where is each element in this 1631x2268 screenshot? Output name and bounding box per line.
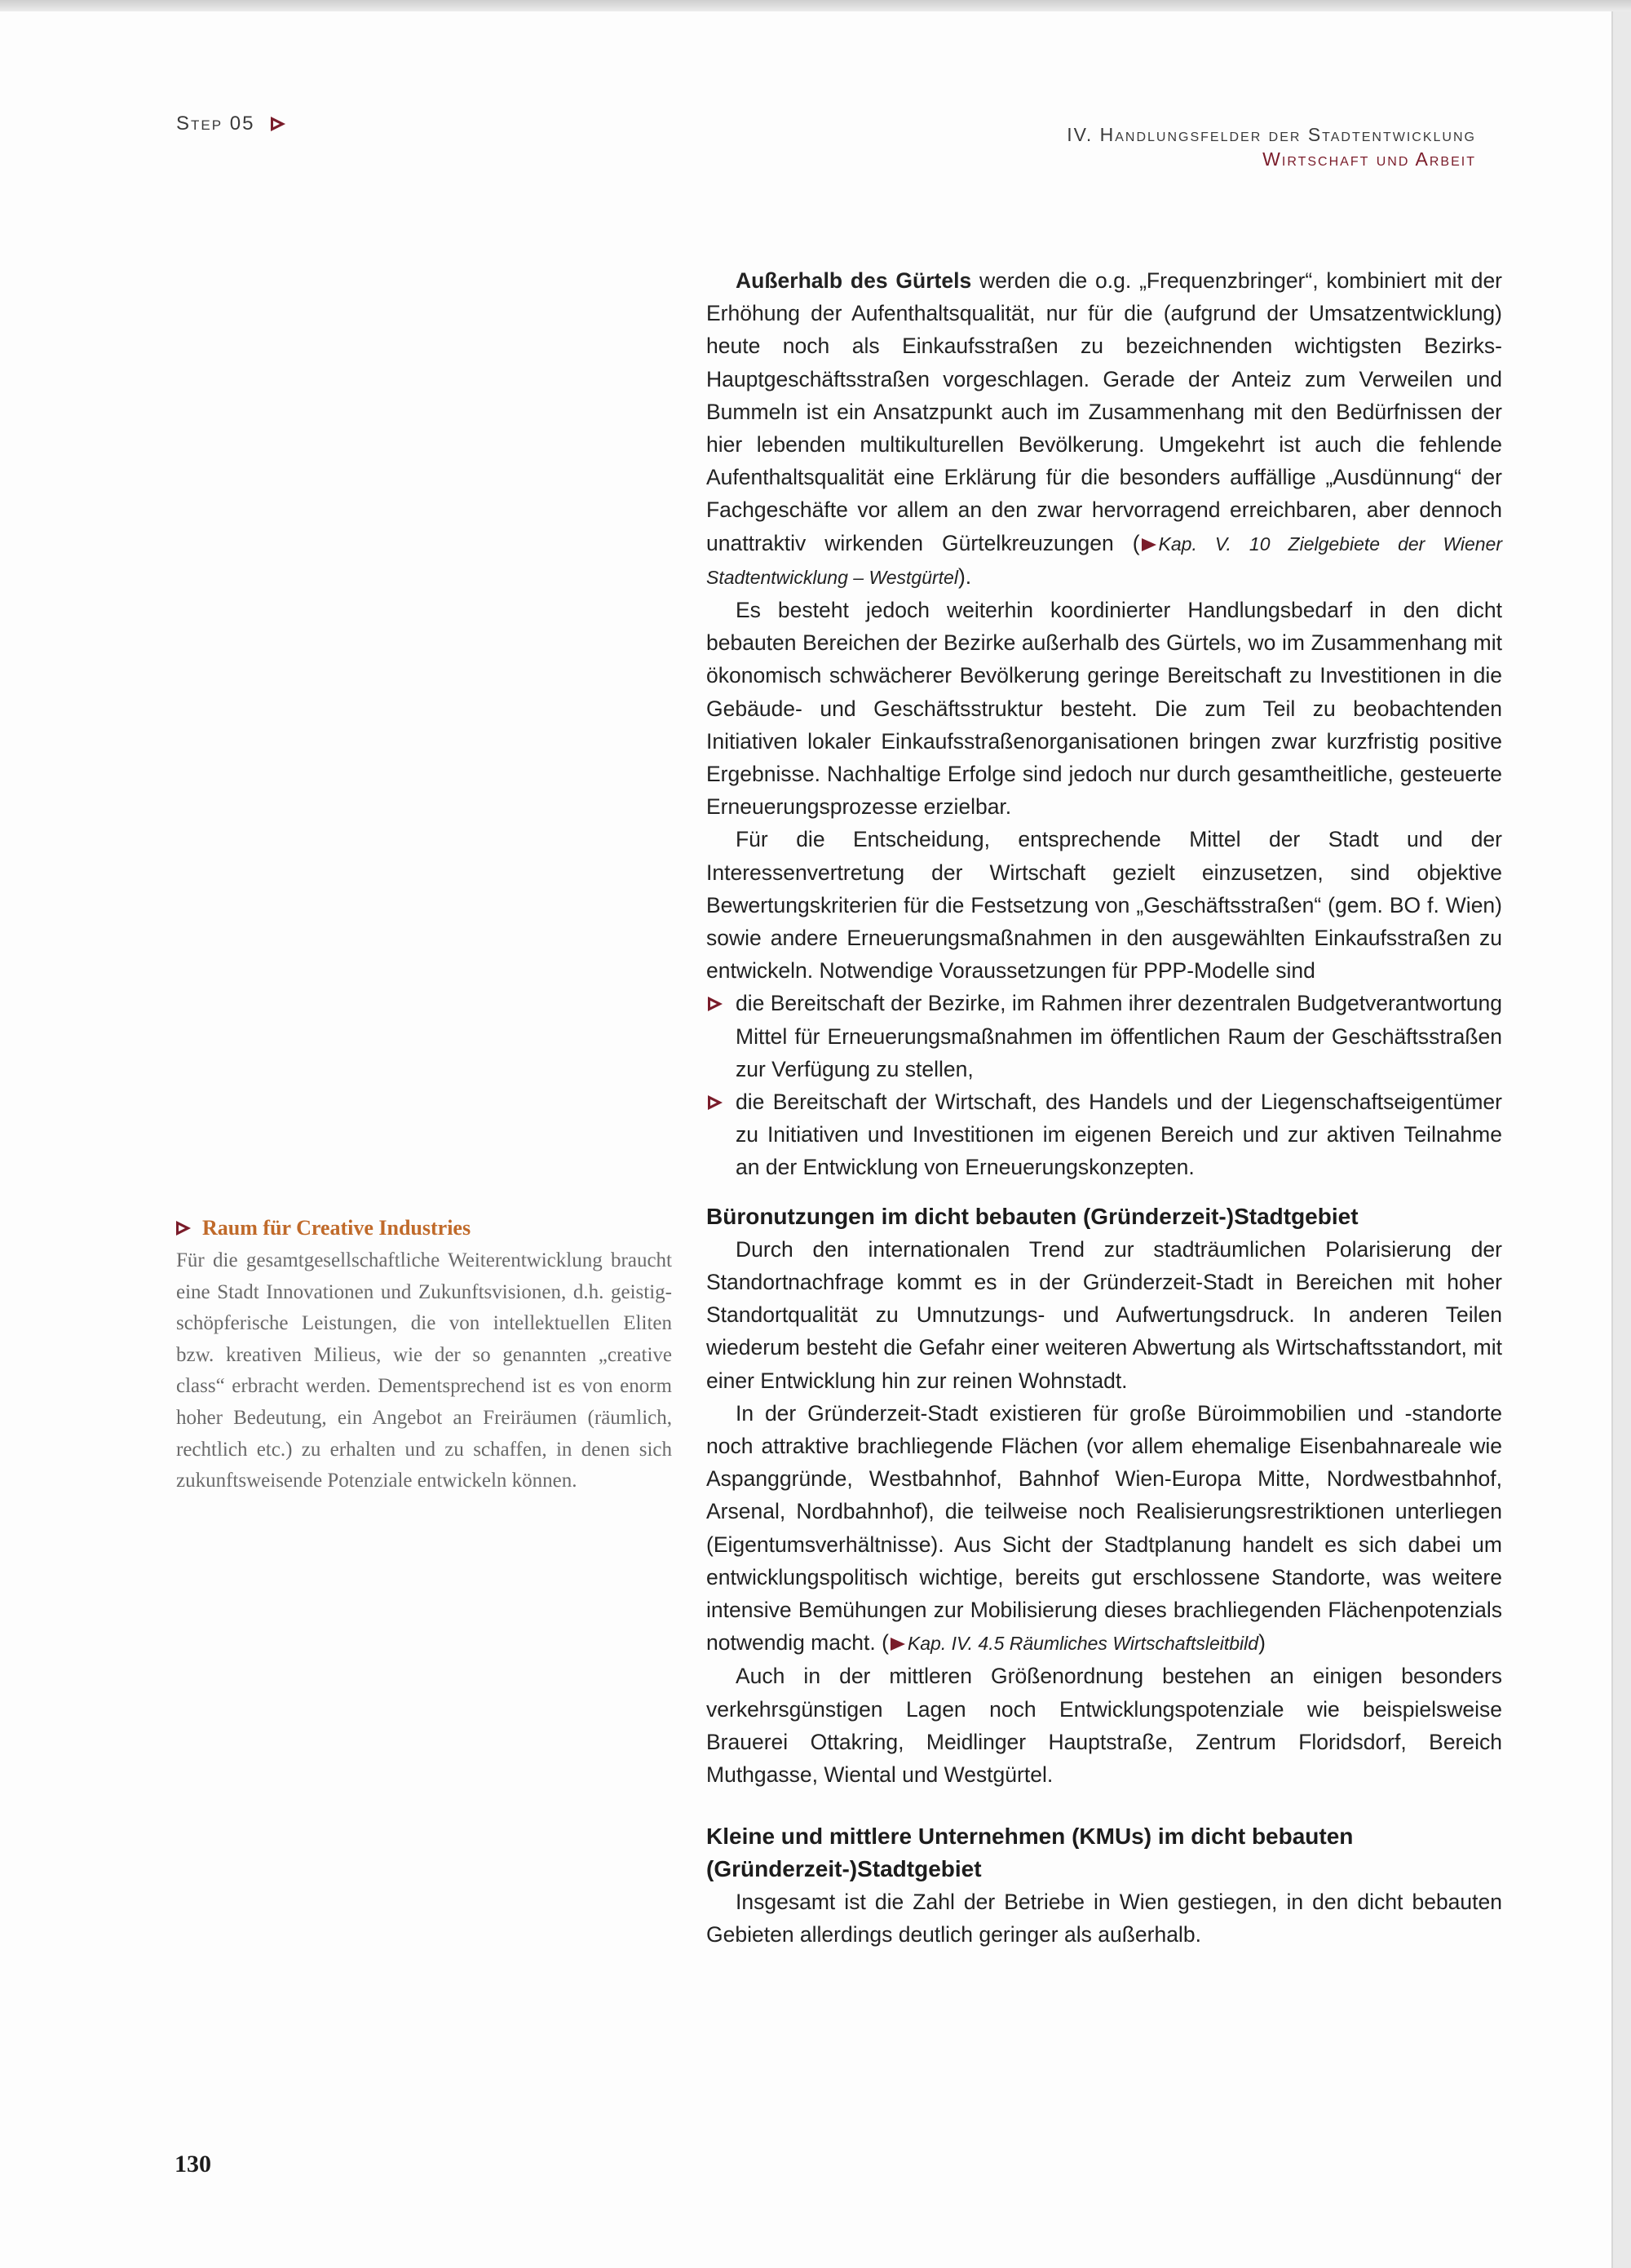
- paragraph-1-end: ).: [957, 564, 972, 589]
- paragraph-1-lead: Außerhalb des Gürtels: [736, 268, 972, 293]
- running-header-left: [176, 113, 285, 135]
- list-item-text: die Bereitschaft der Wirtschaft, des Handels und der Liegenschaftseigentümer zu Initiativen und Investitionen im eigenen Bereich und zur aktiven Teilnahme an der Entwicklung von Erneuerungskonzepten.: [736, 1090, 1502, 1180]
- paragraph-4: Durch den internationalen Trend zur stadträumlichen Polarisierung der Standortnachfrage kommt es in der Gründerzeit-Stadt in Bereichen mit hoher Standortqualität zu Umnutzungs- und Aufwertungsdruck. In anderen Teilen wiederum besteht die Gefahr einer weiteren Abwertung als Wirtschaftsstandort, mit einer Entwicklung hin zur reinen Wohnstadt.: [706, 1236, 1502, 1393]
- step-label: Step 05: [176, 113, 255, 135]
- scan-edge: [0, 0, 1631, 11]
- spacer: [706, 1184, 1502, 1200]
- list-item: [706, 987, 1502, 1085]
- paragraph-5-text: In der Gründerzeit-Stadt existieren für große Büroimmobilien und -standorte noch attraktive brachliegende Flächen (vor allem ehemalige Eisenbahnareale wie Aspanggründe, Westbahnhof, Bahnhof Wien-Europa Mitte, Nordwestbahnhof, Arsenal, Nordbahnhof), die teilweise noch Realisierungsrestriktionen unterliegen (Eigentumsverhältnisse). Aus Sicht der Stadtplanung handelt es sich dabei um entwicklungspolitisch wichtige, bereits gut erschlossene Standorte, was weitere intensive Bemühungen zur Mobilisierung dieses brachliegenden Flächenpotenzials notwendig macht. (: [706, 1400, 1502, 1656]
- reference-arrow-icon: [1142, 538, 1156, 551]
- cross-reference-link[interactable]: Kap. V. 10 Zielgebiete der Wiener Stadtentwicklung – Westgürtel: [706, 533, 1502, 588]
- sidebar-title-text: Raum für Creative Industries: [202, 1216, 471, 1240]
- paragraph-6: Auch in der mittleren Größenordnung bestehen an einigen besonders verkehrsgünstigen Lagen noch Entwicklungspotenziale wie beispielsweise Brauerei Ottakring, Meidlinger Hauptstraße, Zentrum Floridsdorf, Bereich Muthgasse, Wiental und Westgürtel.: [706, 1664, 1502, 1787]
- list-item-text: die Bereitschaft der Bezirke, im Rahmen ihrer dezentralen Budgetverantwortung Mittel für Erneuerungsmaßnahmen im öffentlichen Raum der Geschäftsstraßen zur Verfügung zu stellen,: [736, 991, 1502, 1081]
- document-page: [0, 11, 1613, 2268]
- list-item: [706, 1085, 1502, 1184]
- page-number: 130: [175, 2151, 211, 2177]
- spacer: [706, 1791, 1502, 1820]
- heading-office-use: Büronutzungen im dicht bebauten (Gründerzeit-)Stadtgebiet: [706, 1203, 1359, 1229]
- bullet-arrow-icon: [708, 1095, 723, 1110]
- sidebar-title: [176, 1213, 672, 1244]
- sidebar-arrow-icon: [176, 1221, 191, 1236]
- paragraph-1-text: werden die o.g. „Frequenzbringer“, kombiniert mit der Erhöhung der Aufenthaltsqualität, nur für die (aufgrund der Umsatzentwicklung) heute noch als Einkaufsstraßen zu bezeichnenden wichtigsten Bezirks-Hauptgeschäftsstraßen vorgeschlagen. Gerade der Anteiz zum Verweilen und Bummeln ist ein Ansatzpunkt auch im Zusammenhang mit den Bedürfnissen der hier lebenden multikulturellen Bevölkerung. Umgekehrt ist auch die fehlende Aufenthaltsqualität eine Erklärung für die besonders auffällige „Ausdünnung“ der Fachgeschäfte vor allem an den zwar hervorragend erreichbaren, aber dennoch unattraktiv wirkenden Gürtelkreuzungen (: [706, 268, 1503, 555]
- section-title: Wirtschaft und Arbeit: [1262, 148, 1476, 170]
- paragraph-5-end: ): [1258, 1630, 1266, 1656]
- paragraph-5: [706, 1397, 1502, 1660]
- running-header-right: [1067, 122, 1476, 171]
- paragraph-3: Für die Entscheidung, entsprechende Mittel der Stadt und der Interessenvertretung der Wirtschaft gezielt einzusetzen, sind objektive Bewertungskriterien für die Festsetzung von „Geschäftsstraßen“ (gem. BO f. Wien) sowie andere Erneuerungsmaßnahmen in den ausgewählten Einkaufsstraßen zu entwickeln. Notwendige Voraussetzungen für PPP-Modelle sind: [706, 827, 1502, 984]
- paragraph-1: [706, 264, 1502, 594]
- paragraph-7: Insgesamt ist die Zahl der Betriebe in Wien gestiegen, in den dicht bebauten Gebieten allerdings deutlich geringer als außerhalb.: [706, 1890, 1502, 1947]
- bullet-arrow-icon: [708, 997, 723, 1011]
- paragraph-2: Es besteht jedoch weiterhin koordinierter Handlungsbedarf in den dicht bebauten Bereichen der Bezirke außerhalb des Gürtels, wo im Zusammenhang mit ökonomisch schwächerer Bevölkerung geringe Bereitschaft zu Investitionen in die Gebäude- und Geschäftsstruktur besteht. Die zum Teil zu beobachtenden Initiativen lokaler Einkaufsstraßenorganisationen bringen zwar kurzfristig positive Ergebnisse. Nachhaltige Erfolge sind jedoch nur durch gesamtheitliche, gesteuerte Erneuerungsprozesse erzielbar.: [706, 598, 1502, 820]
- cross-reference-link[interactable]: Kap. IV. 4.5 Räumliches Wirtschaftsleitbild: [907, 1633, 1259, 1655]
- step-arrow-icon: [271, 117, 285, 131]
- reference-arrow-icon: [891, 1638, 905, 1651]
- requirements-list: [706, 987, 1502, 1183]
- main-text-column: [706, 264, 1502, 1952]
- sidebar-note: [176, 1213, 672, 1497]
- sidebar-text: Für die gesamtgesellschaftliche Weiterentwicklung braucht eine Stadt Innovationen und Zukunftsvisionen, d.h. geistig-schöpferische Leistungen, die von intellektuellen Eliten bzw. kreativen Milieus, wie der so genannten „creative class“ erbracht werden. Dementsprechend ist es von enorm hoher Bedeutung, ein Angebot an Freiräumen (räumlich, rechtlich etc.) zu erhalten und zu schaffen, in denen sich zukunftsweisende Potenziale entwickeln können.: [176, 1249, 672, 1492]
- heading-smes: Kleine und mittlere Unternehmen (KMUs) im dicht bebauten (Gründerzeit-)Stadtgebiet: [706, 1824, 1354, 1882]
- chapter-title: IV. Handlungsfelder der Stadtentwicklung: [1067, 124, 1476, 145]
